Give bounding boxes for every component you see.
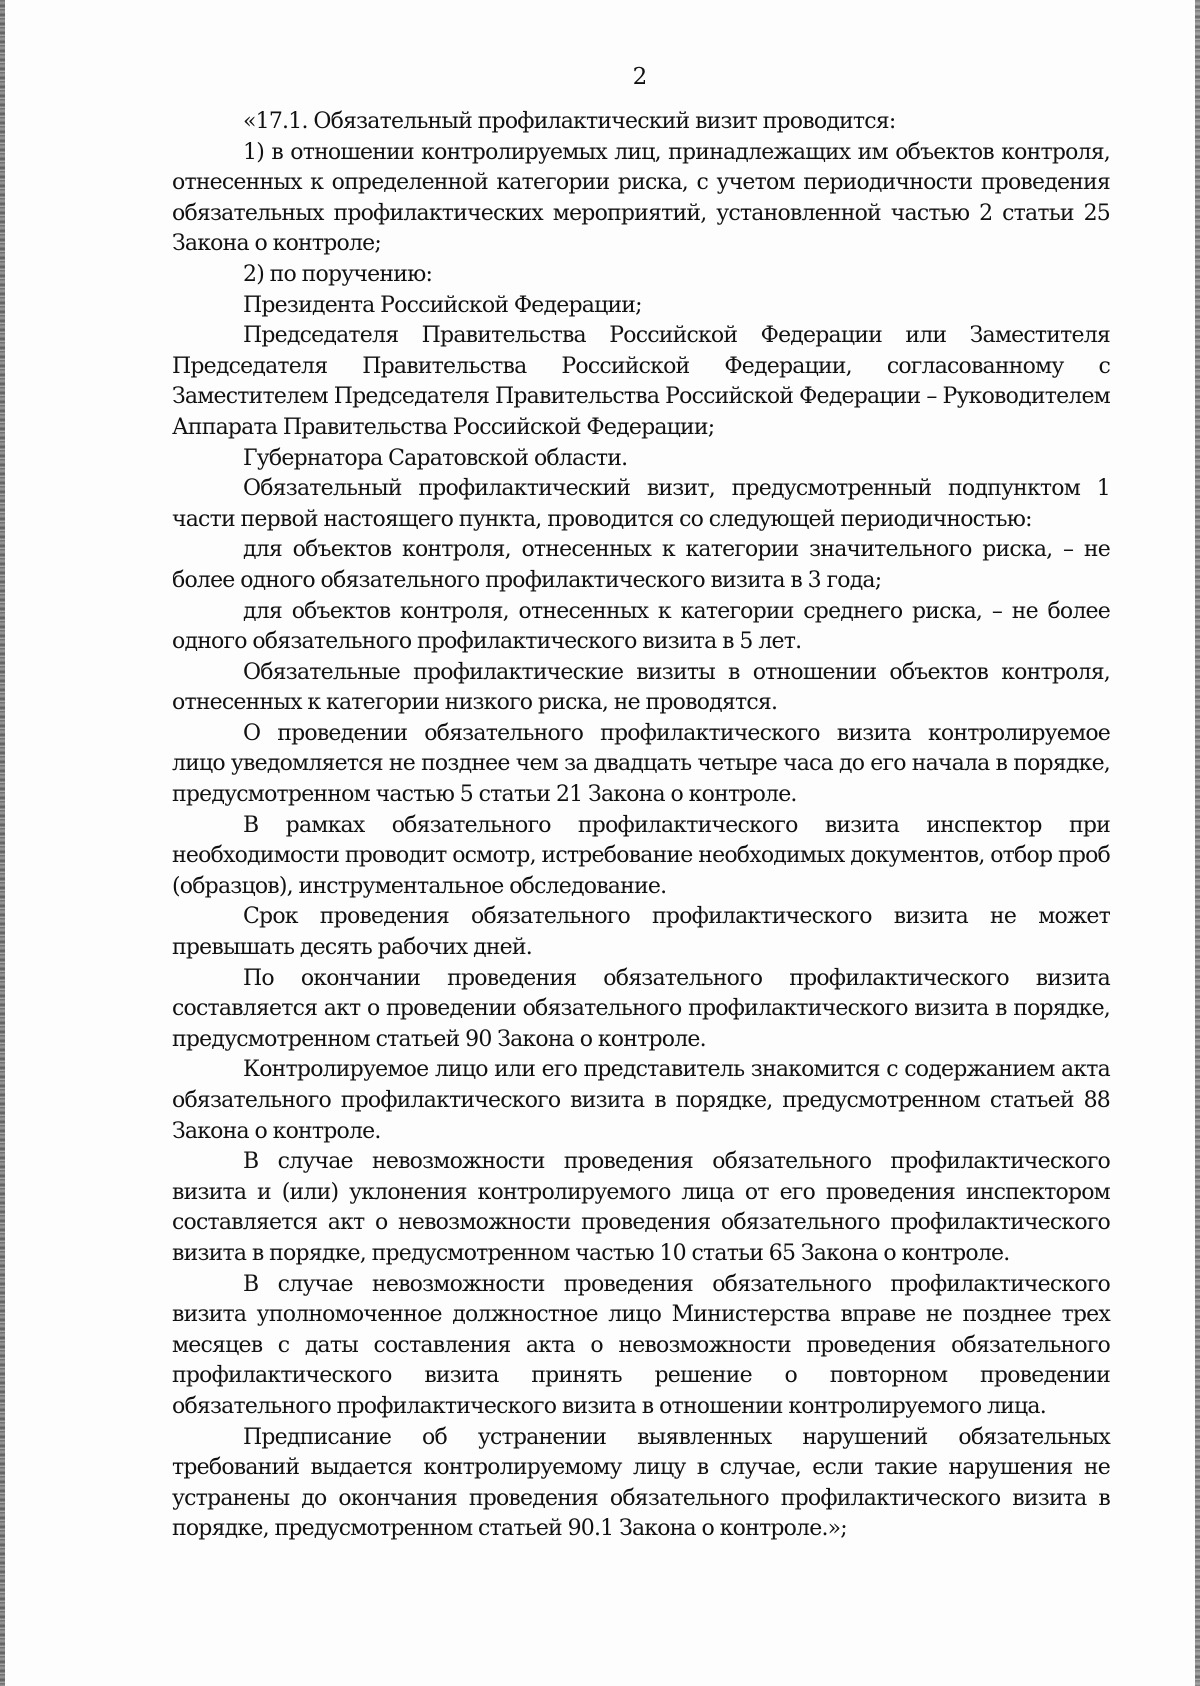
paragraph-inspector: В рамках обязательного профилактического визита инспектор при необходимости проводит осмотр, истребование необходимых документов, отбор проб (образцов), инструментальное обследование.: [172, 812, 1110, 899]
paragraph-impossibility-act: В случае невозможности проведения обязательного профилактического визита и (или) уклонения контролируемого лица от его проведения инспектором составляется акт о невозможности проведения обязательного профилактического визита в порядке, предусмотренном частью 10 статьи 65 Закона о контроле.: [172, 1149, 1110, 1266]
paragraph-periodicity: Обязательный профилактический визит, предусмотренный подпунктом 1 части первой настоящего пункта, проводится со следующей периодичностью:: [172, 476, 1110, 532]
paragraph-chairman: Председателя Правительства Российской Федерации или Заместителя Председателя Правительства Российской Федерации, согласованному с Заместителем Председателя Правительства Российской Федерации – Руководителем Аппарата Правительства Российской Федерации;: [172, 323, 1110, 440]
document-body: [172, 107, 1110, 1545]
paragraph-low-risk: Обязательные профилактические визиты в отношении объектов контроля, отнесенных к категории низкого риска, не проводятся.: [172, 659, 1110, 716]
scan-edge-right: [1195, 0, 1200, 1686]
paragraph-governor: Губернатора Саратовской области.: [243, 445, 628, 471]
paragraph-duration: Срок проведения обязательного профилактического визита не может превышать десять рабочих дней.: [172, 904, 1110, 961]
paragraph-significant-risk: для объектов контроля, отнесенных к категории значительного риска, – не более одного обязательного профилактического визита в 3 года;: [172, 537, 1110, 593]
paragraph-act: По окончании проведения обязательного профилактического визита составляется акт о проведении обязательного профилактического визита в порядке, предусмотренном статьей 90 Закона о контроле.: [172, 965, 1110, 1052]
paragraph-item-1: 1) в отношении контролируемых лиц, принадлежащих им объектов контроля, отнесенных к определенной категории риска, с учетом периодичности проведения обязательных профилактических мероприятий, установленной частью 2 статьи 25 Закона о контроле;: [172, 139, 1110, 257]
page-number: 2: [632, 64, 648, 90]
paragraph-item-2: 2) по поручению:: [243, 261, 433, 287]
paragraph-president: Президента Российской Федерации;: [243, 292, 642, 318]
scan-edge-left: [0, 0, 5, 1686]
paragraph-medium-risk: для объектов контроля, отнесенных к категории среднего риска, – не более одного обязательного профилактического визита в 5 лет.: [172, 598, 1110, 655]
paragraph-prescription: Предписание об устранении выявленных нарушений обязательных требований выдается контролируемому лицу в случае, если такие нарушения не устранены до окончания проведения обязательного профилактического визита в порядке, предусмотренном статьей 90.1 Закона о контроле.»;: [172, 1424, 1110, 1542]
paragraph-repeat-visit: В случае невозможности проведения обязательного профилактического визита уполномоченное должностное лицо Министерства вправе не позднее трех месяцев с даты составления акта о невозможности проведения обязательного профилактического визита принять решение о повторном проведении обязательного профилактического визита в отношении контролируемого лица.: [172, 1271, 1110, 1419]
paragraph-17-1-heading: «17.1. Обязательный профилактический визит проводится:: [243, 109, 896, 134]
paragraph-familiarization: Контролируемое лицо или его представитель знакомится с содержанием акта обязательного профилактического визита в порядке, предусмотренном статьей 88 Закона о контроле.: [172, 1057, 1110, 1144]
paragraph-notification: О проведении обязательного профилактического визита контролируемое лицо уведомляется не позднее чем за двадцать четыре часа до его начала в порядке, предусмотренном частью 5 статьи 21 Закона о контроле.: [172, 720, 1110, 808]
